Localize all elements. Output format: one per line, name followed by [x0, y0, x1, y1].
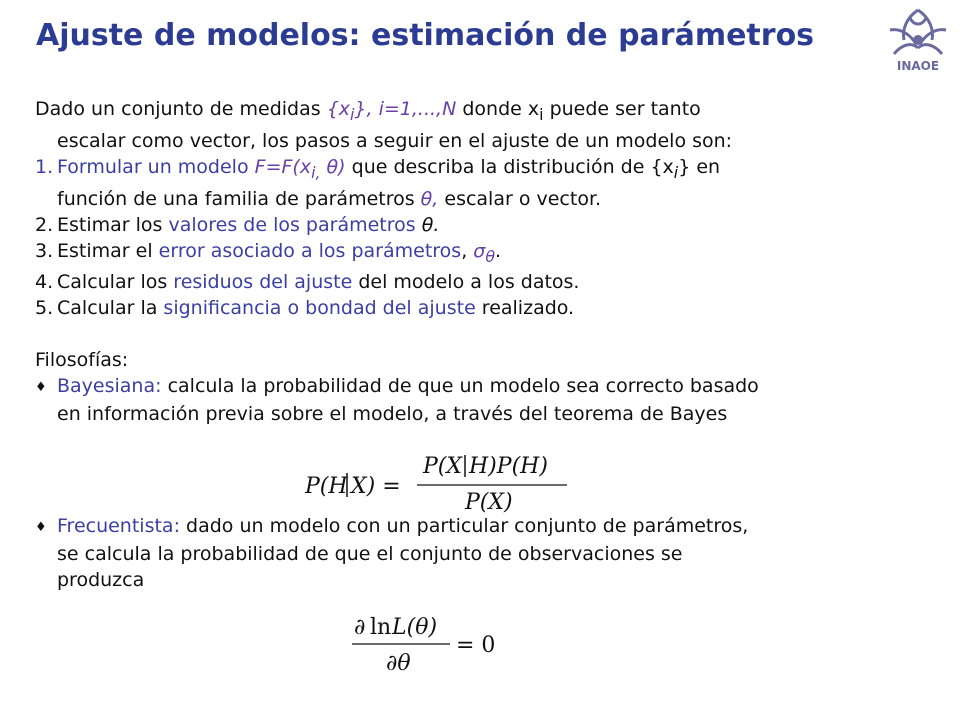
freq-continuation-2: produzca [57, 569, 145, 592]
list-item-step-2: 2. Estimar los valores de los parámetros θ. [35, 213, 440, 236]
intro-line-1: Dado un conjunto de medidas $\{x_i\}$, i=1,...,N donde $x_i$ puede ser tanto [35, 98, 701, 124]
list-item-step-4: 4. Calcular los residuos del ajuste del modelo a los datos. [35, 271, 580, 294]
measurement-set: $\{x_i\}$, i=1,...,N [326, 98, 457, 124]
diamond-bullet-icon: ♦ [35, 380, 47, 396]
list-item-step-5: 5. Calcular la significancia o bondad del ajuste realizado. [35, 297, 575, 320]
svg-text:∂: ∂ [354, 615, 366, 640]
intro-line-2: escalar como vector, los pasos a seguir en el ajuste de un modelo son: [57, 129, 733, 152]
svg-text:L(θ): L(θ) [392, 615, 438, 640]
svg-text:∂θ: ∂θ [386, 651, 411, 676]
diamond-bullet-icon: ♦ [35, 520, 47, 536]
svg-text:INAOE: INAOE [896, 59, 940, 73]
freq-bullet: ♦ Frecuentista: dado un modelo con un particular conjunto de parámetros, [35, 513, 940, 541]
model-formula: $F=F(x_{i,}$ θ) [254, 155, 346, 182]
svg-text:= 0: = 0 [456, 633, 496, 658]
likelihood-derivative-equation [350, 610, 510, 680]
bayes-bullet: ♦ Bayesiana: calcula la probabilidad de que un modelo sea correcto basado [35, 373, 940, 401]
inaoe-logo [880, 4, 956, 76]
svg-text:P(X: P(X [423, 454, 463, 479]
filosofias-heading: Filosofías: [35, 349, 129, 372]
step-1-continuation: función de una familia de parámetros θ, escalar o vector. [57, 187, 602, 210]
freq-continuation-1: se calcula la probabilidad de que el conjunto de observaciones se [57, 543, 683, 566]
svg-text:H)P(H): H)P(H) [469, 454, 548, 479]
bayes-theorem-equation [305, 451, 575, 521]
svg-text:P(H: P(H [305, 474, 348, 499]
bayes-continuation: en información previa sobre el modelo, a través del teorema de Bayes [57, 403, 728, 426]
list-item-step-3: 3. Estimar el error asociado a los parámetros, $\sigma_\theta$. [35, 239, 502, 266]
svg-text:ln: ln [370, 615, 392, 640]
list-item-step-1: 1. Formular un modelo $F=F(x_{i,}$ θ) que describa la distribución de $\{x_i\}$ en [35, 155, 721, 182]
page-title: Ajuste de modelos: estimación de parámetros [36, 18, 815, 53]
svg-text:P(X): P(X) [465, 490, 513, 515]
svg-text:X) =: X) = [351, 474, 401, 499]
